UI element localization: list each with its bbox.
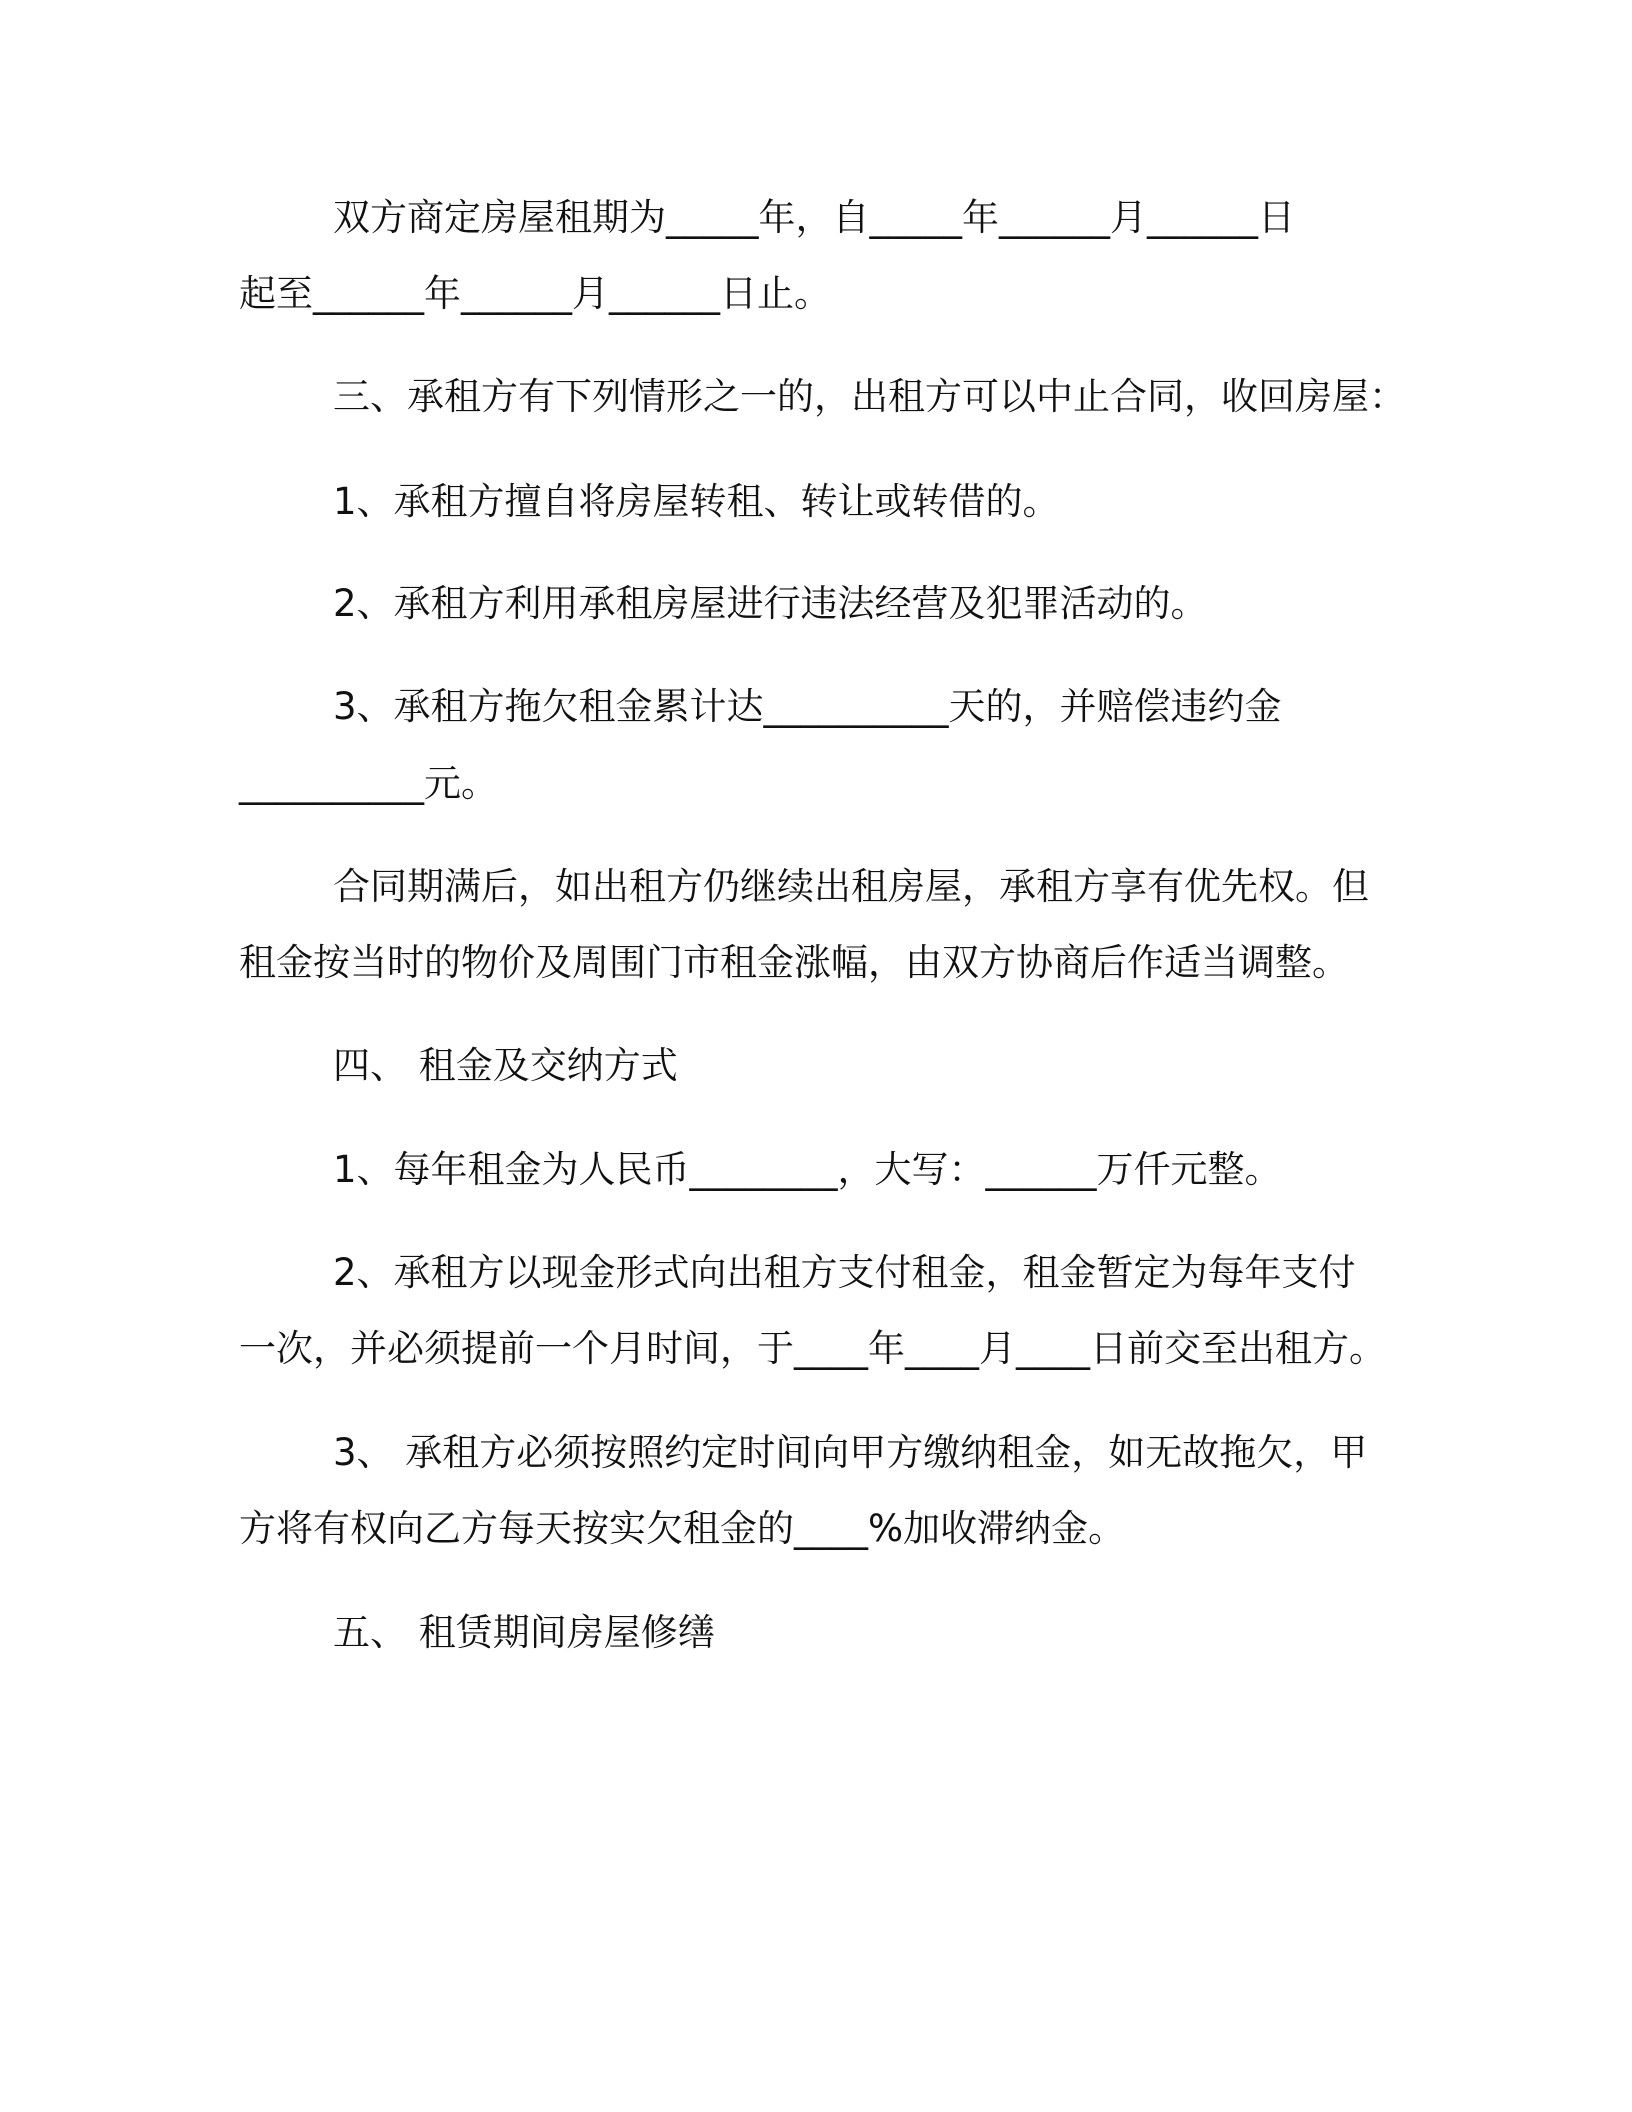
- clause-3-2: 2、承租方利用承租房屋进行违法经营及犯罪活动的。: [333, 582, 1208, 625]
- clause-3-3-line-2: __________元。: [239, 762, 498, 805]
- section-four-heading: 四、 租金及交纳方式: [333, 1044, 678, 1087]
- clause-4-1: 1、每年租金为人民币________，大写：______万仟元整。: [333, 1148, 1282, 1191]
- renewal-paragraph-line-1: 合同期满后，如出租方仍继续出租房屋，承租方享有优先权。但: [333, 865, 1369, 908]
- paragraph-lease-term-line-2: 起至______年______月______日止。: [239, 272, 831, 315]
- renewal-paragraph-line-2: 租金按当时的物价及周围门市租金涨幅，由双方协商后作适当调整。: [239, 941, 1349, 984]
- section-three-heading: 三、承租方有下列情形之一的，出租方可以中止合同，收回房屋：: [333, 375, 1406, 418]
- clause-4-2-line-1: 2、承租方以现金形式向出租方支付租金，租金暂定为每年支付: [333, 1251, 1356, 1294]
- clause-4-3-line-2: 方将有权向乙方每天按实欠租金的____%加收滞纳金。: [239, 1507, 1126, 1550]
- clause-4-3-line-1: 3、 承租方必须按照约定时间向甲方缴纳租金，如无故拖欠，甲: [333, 1431, 1368, 1474]
- section-five-heading: 五、 租赁期间房屋修缮: [333, 1611, 715, 1654]
- paragraph-lease-term-line-1: 双方商定房屋租期为_____年，自_____年______月______日: [333, 196, 1295, 239]
- clause-3-1: 1、承租方擅自将房屋转租、转让或转借的。: [333, 480, 1060, 523]
- clause-4-2-line-2: 一次，并必须提前一个月时间，于____年____月____日前交至出租方。: [239, 1327, 1386, 1370]
- clause-3-3-line-1: 3、承租方拖欠租金累计达__________天的，并赔偿违约金: [333, 685, 1282, 728]
